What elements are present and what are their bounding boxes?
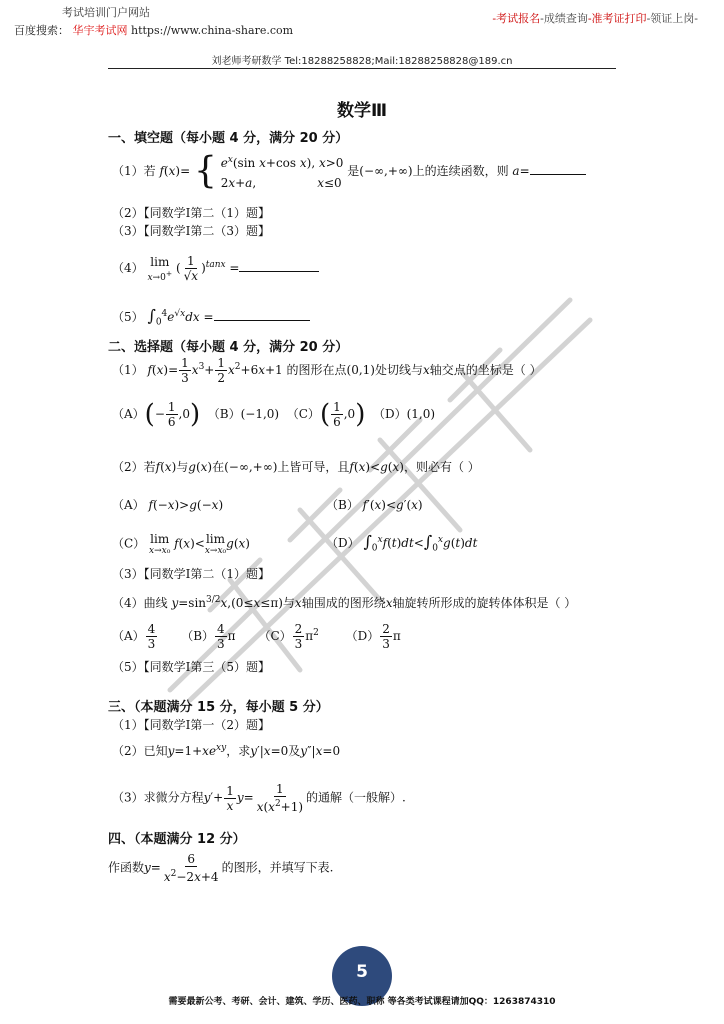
q4-text: 作函数y= $\frac{6}{x^2-2x+4}$ 的图形，并填写下表. xyxy=(108,852,334,884)
q2-item-2-option-b: （B） f′(x)<g′(x) xyxy=(326,498,423,512)
q1-item-4: （4） lim x→0+ ( $\frac{1}{√x}$ )$^{tanx}$ = xyxy=(112,254,319,283)
q1-item-4-label: （4） xyxy=(112,261,144,275)
option-b-label: （B） xyxy=(326,498,359,512)
q2-item-4-label: （4）曲线 xyxy=(112,596,168,610)
q3-item-3-label: （3）求微分方程 xyxy=(112,790,204,805)
option-d-label: （D） xyxy=(345,629,380,643)
q3-item-2: （2）已知$y=1+xe^{xy}$，求y′|x=0及y″|x=0 xyxy=(112,743,341,758)
search-url[interactable]: https://www.china-share.com xyxy=(131,24,294,37)
q1-item-2: （2）【同数学Ⅰ第二（1）题】 xyxy=(112,206,271,220)
q1-item-1: （1）若 f(x)= { $e^x(\sin$ x+cos x), x>0 2x+a, x≤0 是(−∞,+∞)上的连续函数，则 a= xyxy=(112,150,586,193)
option-d-label: （D） xyxy=(326,536,360,550)
q3-item-2-mid: ，求 xyxy=(226,744,251,758)
q2-item-2-option-a: （A） f(−x)>g(−x) xyxy=(112,498,224,512)
section-1-heading: 一、填空题（每小题 4 分，满分 20 分） xyxy=(108,131,349,146)
section-4-heading: 四、（本题满分 12 分） xyxy=(108,832,246,847)
link-exam-signup[interactable]: -考试报名 xyxy=(492,12,541,25)
q1-item-5-label: （5） xyxy=(112,310,144,324)
option-c-label: （C） xyxy=(258,629,292,643)
q2-item-1: （1） f(x)= $\frac{1}{3}$ $x^3+$ $\frac{1}{2}$ $x^2+6x+1$ 的图形在点(0,1)处切线与x轴交点的坐标是（ ） xyxy=(112,356,542,385)
page-title: 数学Ⅲ xyxy=(336,101,388,121)
answer-blank[interactable] xyxy=(214,308,310,321)
q2-item-5: （5）【同数学Ⅰ第三（5）题】 xyxy=(112,660,271,674)
q1-item-5: （5） $\int_0^4e^{√x}dx$ = xyxy=(112,306,310,327)
q2-item-3: （3）【同数学Ⅰ第二（1）题】 xyxy=(112,567,271,581)
answer-blank[interactable] xyxy=(239,259,319,272)
q1-item-1-tail2: 上的连续函数，则 xyxy=(412,164,509,178)
q2-item-2-tail: ，则必有（ ） xyxy=(403,460,480,474)
option-c-label: （C） xyxy=(112,536,146,551)
option-b-label: （B） xyxy=(181,629,215,643)
page-number: 5 xyxy=(356,962,368,982)
q2-item-2: （2）若f(x)与g(x)在(−∞,+∞)上皆可导，且f(x)<g(x)，则必有（ ） xyxy=(112,460,480,474)
search-brand-link[interactable]: 华宇考试网 xyxy=(72,24,128,37)
link-score-query[interactable]: -成绩查询 xyxy=(540,12,588,25)
q3-item-3: （3）求微分方程y′+ $\frac{1}{x}$ y= $\frac{1}{x(x^2+1)}$ 的通解（一般解）. xyxy=(112,782,406,814)
header-divider xyxy=(108,68,616,69)
option-c-label: （C） xyxy=(286,407,320,421)
q1-item-1-tail: 是 xyxy=(347,164,360,178)
q3-item-3-tail: 的通解（一般解）. xyxy=(306,790,406,805)
option-a-label: （A） xyxy=(112,407,145,421)
q1-item-1-label: （1）若 xyxy=(112,164,156,178)
q4-text-label: 作函数 xyxy=(108,860,145,875)
answer-blank[interactable] xyxy=(530,162,586,175)
q2-item-2-option-d: （D） $\int_0^xf(t)dt<\int_0^xg(t)dt$ xyxy=(326,532,478,554)
q2-item-1-text2: 处切线与 xyxy=(374,363,423,377)
link-ticket-print[interactable]: -准考证打印 xyxy=(587,12,647,25)
q2-item-4: （4）曲线 $y=\sin^{3/2}x,(0\le x\le\pi)$与x轴围成的图形绕x轴旋转所形成的旋转体体积是（ ） xyxy=(112,595,577,610)
q2-item-2-option-c: （C） lim x→x₀ f(x)< lim x→x₀ g(x) xyxy=(112,532,250,556)
q2-item-2-label: （2）若 xyxy=(112,460,156,474)
q2-item-1-text3: 轴交点的坐标是（ ） xyxy=(429,363,542,377)
option-a-label: （A） xyxy=(112,629,145,643)
sub-header: 刘老师考研数学 Tel:18288258828;Mail:18288258828@189.cn xyxy=(211,56,513,67)
link-certificate[interactable]: -领证上岗- xyxy=(646,12,698,25)
option-a-label: （A） xyxy=(112,498,145,512)
q2-item-1-text: 的图形在点 xyxy=(286,363,347,377)
q3-item-1: （1）【同数学Ⅰ第一（2）题】 xyxy=(112,718,271,732)
q3-item-2-mid2: 及 xyxy=(288,744,301,758)
q2-item-1-options: （A）(− $\frac{1}{6}$ ,0) （B）(−1,0) （C）( $\frac{1}{6}$ ,0) （D）(1,0) xyxy=(112,399,436,430)
q2-item-4-tail: 与 xyxy=(282,596,295,610)
q3-item-2-label: （2）已知 xyxy=(112,744,168,758)
search-line xyxy=(14,22,293,38)
q2-item-4-tail2: 轴围成的图形绕 xyxy=(301,596,386,610)
q2-item-2-mid: 与 xyxy=(176,460,189,474)
option-b-label: （B） xyxy=(207,407,241,421)
q2-item-2-mid3: 上皆可导，且 xyxy=(277,460,350,474)
q2-item-1-label: （1） xyxy=(112,363,144,377)
section-3-heading: 三、（本题满分 15 分，每小题 5 分） xyxy=(108,700,329,715)
q2-item-4-options: （A） $\frac{4}{3}$ （B） $\frac{4}{3}$ π （C） $\frac{2}{3}$ $\pi^2$ （D） $\frac{2}{3}$ π xyxy=(112,622,401,651)
q1-item-3: （3）【同数学Ⅰ第二（3）题】 xyxy=(112,224,271,238)
header-links xyxy=(492,10,698,26)
q2-item-2-mid2: 在 xyxy=(212,460,225,474)
q4-text-tail: 的图形，并填写下表. xyxy=(221,860,334,875)
search-prefix: 百度搜索： xyxy=(14,24,69,37)
site-caption: 考试培训门户网站 xyxy=(62,6,150,19)
q2-item-4-tail3: 轴旋转所形成的旋转体体积是（ ） xyxy=(392,596,577,610)
option-d-label: （D） xyxy=(372,407,407,421)
section-2-heading: 二、选择题（每小题 4 分，满分 20 分） xyxy=(108,340,349,355)
footer-note: 需要最新公考、考研、会计、建筑、学历、医药、职称 等各类考试课程请加QQ：1263874310 xyxy=(168,997,556,1007)
